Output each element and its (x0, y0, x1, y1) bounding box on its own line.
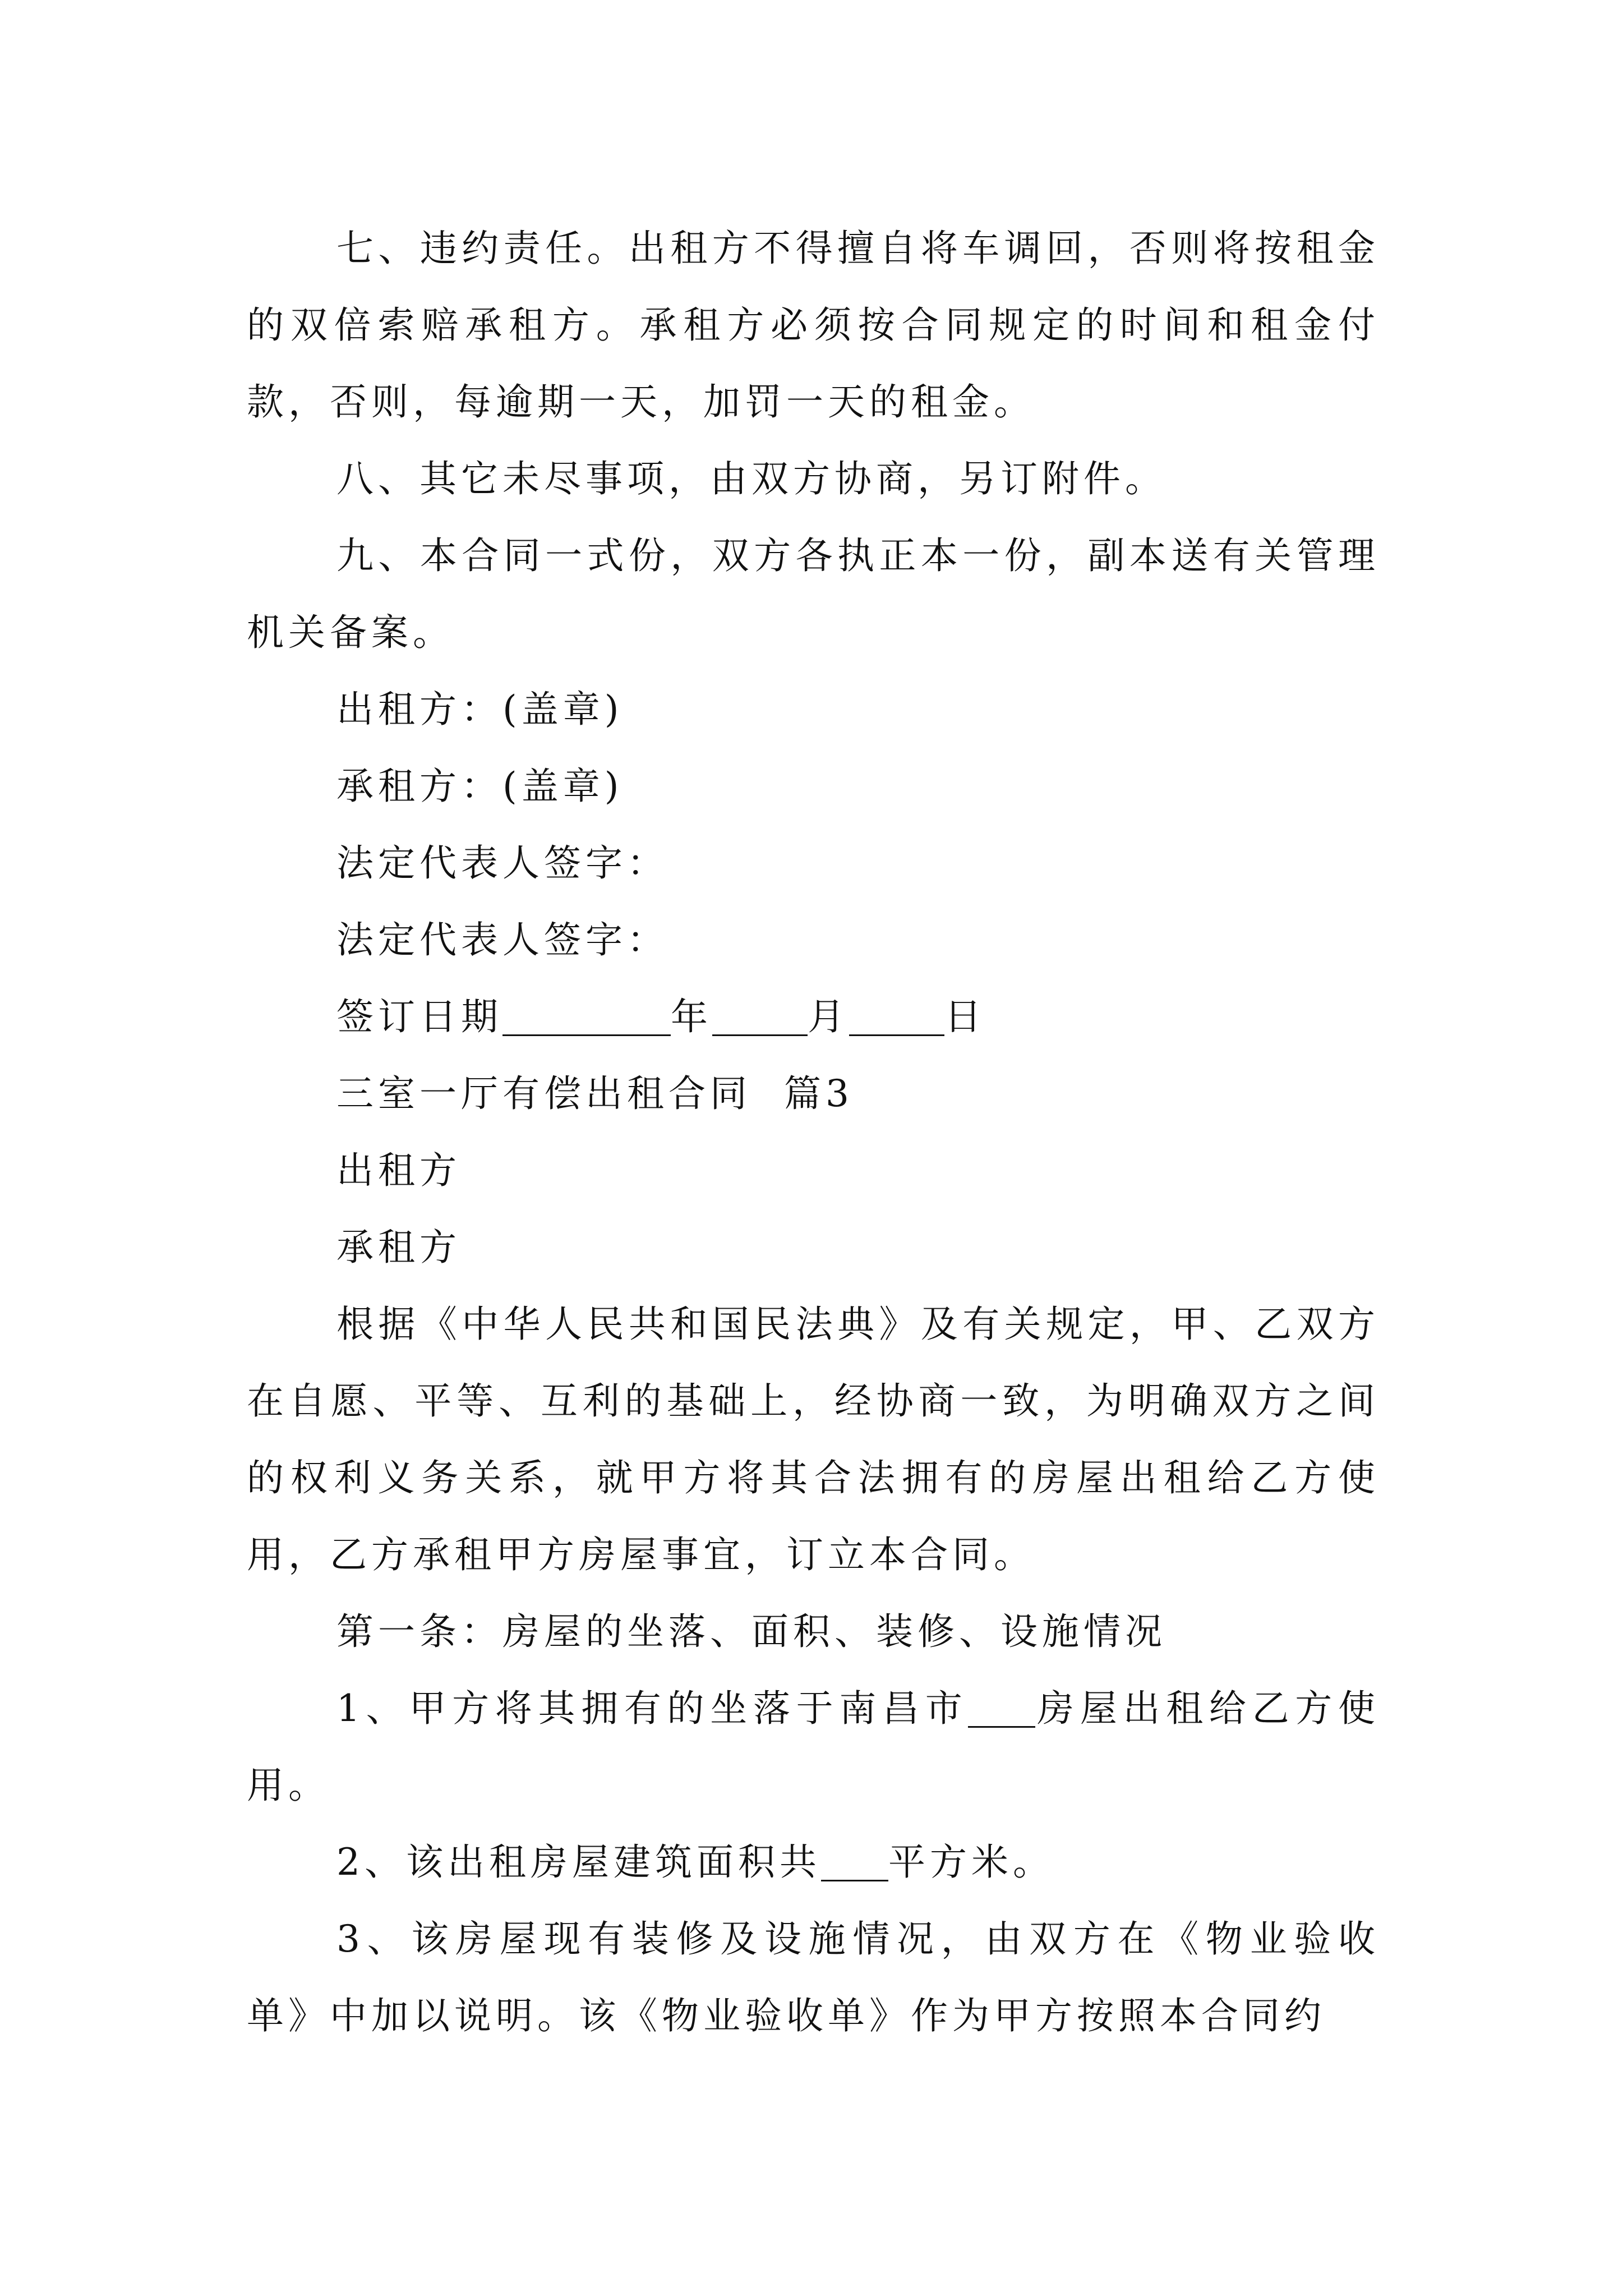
signing-date-line (247, 978, 1380, 1055)
item-2-text-start: 2、该出租房屋建筑面积共 (336, 1841, 821, 1884)
clause-8-other-matters: 八、其它未尽事项，由双方协商，另订附件。 (336, 457, 1166, 500)
address-blank (968, 1685, 1035, 1728)
legal-representative-signature-2: 法定代表人签字： (336, 918, 668, 961)
month-label: 月 (808, 995, 849, 1038)
month-blank (712, 993, 808, 1036)
year-blank (502, 993, 671, 1036)
article-1-item-2 (247, 1824, 1380, 1901)
article-1-item-3: 3、该房屋现有装修及设施情况，由双方在《物业验收单》中加以说明。该《物业验收单》作为甲方按照本合同约 (247, 1917, 1380, 2037)
contract-intro: 根据《中华人民共和国民法典》及有关规定，甲、乙双方在自愿、平等、互利的基础上，经协商一致，为明确双方之间的权利义务关系，就甲方将其合法拥有的房屋出租给乙方使用，乙方承租甲方房屋事宜，订立本合同。 (247, 1303, 1380, 1576)
day-blank (849, 993, 944, 1036)
day-label: 日 (944, 995, 986, 1038)
article-1-title: 第一条：房屋的坐落、面积、装修、设施情况 (336, 1610, 1166, 1653)
item-1-text-start: 1、甲方将其拥有的坐落于南昌市 (336, 1687, 969, 1730)
document-body (247, 210, 1380, 2054)
lessor-label: 出租方 (336, 1149, 461, 1192)
item-1-text-end: 房屋出租给乙方使用。 (247, 1687, 1380, 1807)
signing-date-label: 签订日期 (336, 995, 502, 1038)
legal-representative-signature-1: 法定代表人签字： (336, 841, 668, 885)
lessee-label: 承租方 (336, 1226, 461, 1269)
section-title: 三室一厅有偿出租合同 篇3 (336, 1072, 854, 1115)
lessee-seal-line: 承租方：(盖章) (336, 765, 624, 808)
article-1-item-1 (247, 1670, 1380, 1824)
item-2-text-end: 平方米。 (888, 1841, 1054, 1884)
area-blank (821, 1838, 888, 1881)
clause-7-breach-liability: 七、违约责任。出租方不得擅自将车调回，否则将按租金的双倍索赔承租方。承租方必须按合同规定的时间和租金付款，否则，每逾期一天，加罚一天的租金。 (247, 227, 1380, 424)
lessor-seal-line: 出租方：(盖章) (336, 688, 624, 731)
year-label: 年 (671, 995, 712, 1038)
clause-9-copies: 九、本合同一式份，双方各执正本一份，副本送有关管理机关备案。 (247, 534, 1380, 654)
